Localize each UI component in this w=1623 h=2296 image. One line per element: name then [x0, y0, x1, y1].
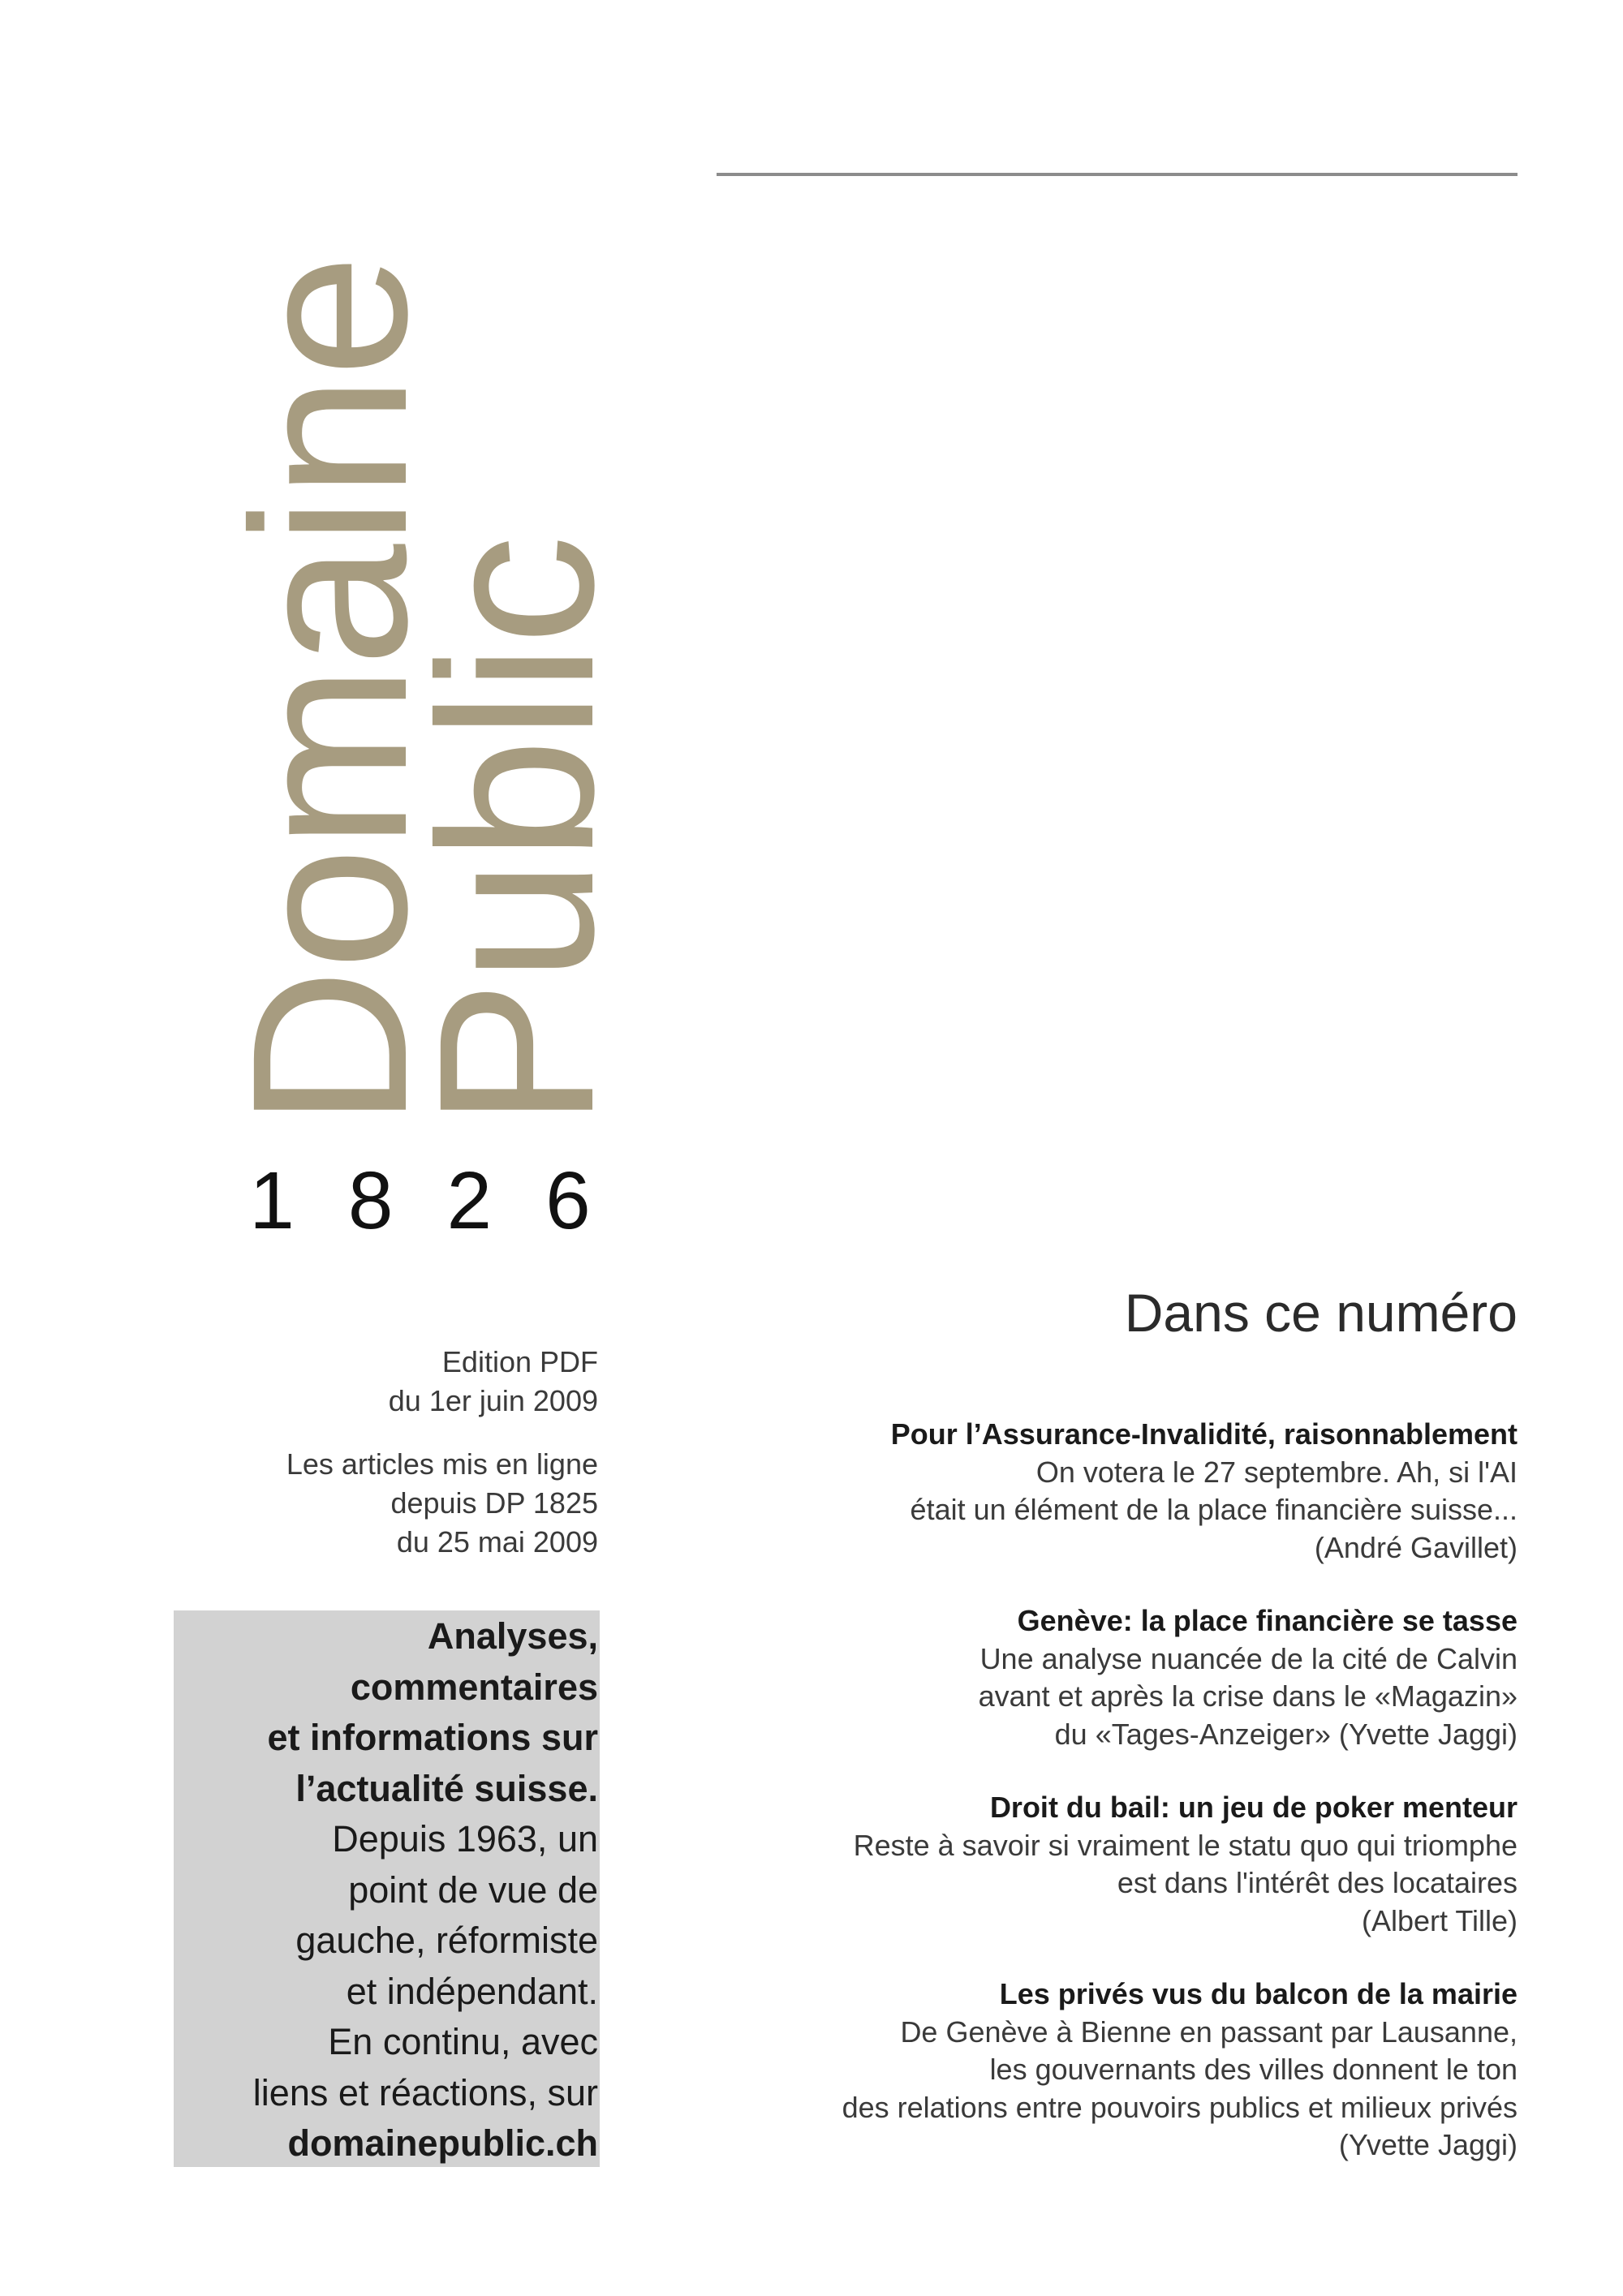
articles-date: du 25 mai 2009 [396, 1525, 598, 1559]
masthead-title-public: Public [393, 536, 639, 1128]
toc-item-author: (Albert Tille) [1361, 1903, 1518, 1937]
promo-bold-line: Analyses, [427, 1615, 598, 1657]
promo-text [144, 1611, 598, 2169]
edition-type: Edition PDF [441, 1345, 598, 1378]
promo-line: liens et réactions, sur [252, 2071, 598, 2113]
promo-line: Depuis 1963, un [332, 1818, 598, 1860]
promo-bold-line: et informations sur [267, 1717, 598, 1758]
articles-since: depuis DP 1825 [390, 1486, 598, 1520]
toc-item[interactable] [706, 1789, 1518, 1940]
promo-line: gauche, réformiste [295, 1920, 598, 1961]
promo-line: et indépendant. [346, 1970, 598, 2012]
issue-digit: 2 [446, 1155, 493, 1246]
toc-item[interactable] [706, 1976, 1518, 2165]
toc-item-summary: avant et après la crise dans le «Magazin» [978, 1679, 1518, 1713]
promo-line: point de vue de [348, 1868, 598, 1911]
toc-item-author: (Yvette Jaggi) [1338, 2128, 1518, 2161]
articles-note: Les articles mis en ligne [286, 1447, 598, 1481]
toc-heading: Dans ce numéro [1124, 1283, 1518, 1343]
issue-digit: 1 [249, 1155, 295, 1246]
toc-item-summary: Une analyse nuancée de la cité de Calvin [979, 1641, 1518, 1675]
toc-item-summary: était un élément de la place financière suisse... [910, 1493, 1518, 1526]
toc-item-summary: De Genève à Bienne en passant par Lausanne, [900, 2014, 1518, 2049]
toc-item[interactable] [706, 1602, 1518, 1753]
toc-item-author: (André Gavillet) [1314, 1530, 1518, 1564]
masthead-title-domaine: Domaine [206, 256, 453, 1128]
issue-digit: 6 [545, 1155, 591, 1246]
issue-digit: 8 [347, 1155, 394, 1246]
toc-item-summary: des relations entre pouvoirs publics et milieux privés [842, 2090, 1518, 2124]
toc-item-title[interactable]: Les privés vus du balcon de la mairie [999, 1977, 1518, 2010]
toc-item-summary: On votera le 27 septembre. Ah, si l'AI [1035, 1455, 1518, 1489]
toc-item[interactable] [706, 1416, 1518, 1567]
edition-date: du 1er juin 2009 [388, 1384, 598, 1417]
masthead [206, 178, 639, 1136]
toc-item-summary: Reste à savoir si vraiment le statu quo qui triomphe [853, 1828, 1518, 1862]
issue-number [235, 1155, 605, 1246]
edition-info [111, 1343, 598, 1562]
promo-line: En continu, avec [328, 2021, 598, 2062]
toc-item-summary: du «Tages-Anzeiger» (Yvette Jaggi) [1054, 1717, 1518, 1751]
top-rule [717, 173, 1518, 176]
toc-item-summary: les gouvernants des villes donnent le ton [989, 2053, 1518, 2086]
website-link[interactable]: domainepublic.ch [287, 2122, 598, 2164]
toc-item-title[interactable]: Genève: la place financière se tasse [1017, 1604, 1518, 1637]
toc-item-title[interactable]: Pour l’Assurance-Invalidité, raisonnablement [890, 1417, 1518, 1451]
toc-item-summary: est dans l'intérêt des locataires [1117, 1866, 1518, 1899]
promo-bold-line: commentaires [350, 1666, 598, 1708]
table-of-contents [706, 1416, 1518, 2200]
promo-bold-line: l’actualité suisse. [295, 1767, 598, 1809]
toc-item-title[interactable]: Droit du bail: un jeu de poker menteur [989, 1791, 1518, 1824]
